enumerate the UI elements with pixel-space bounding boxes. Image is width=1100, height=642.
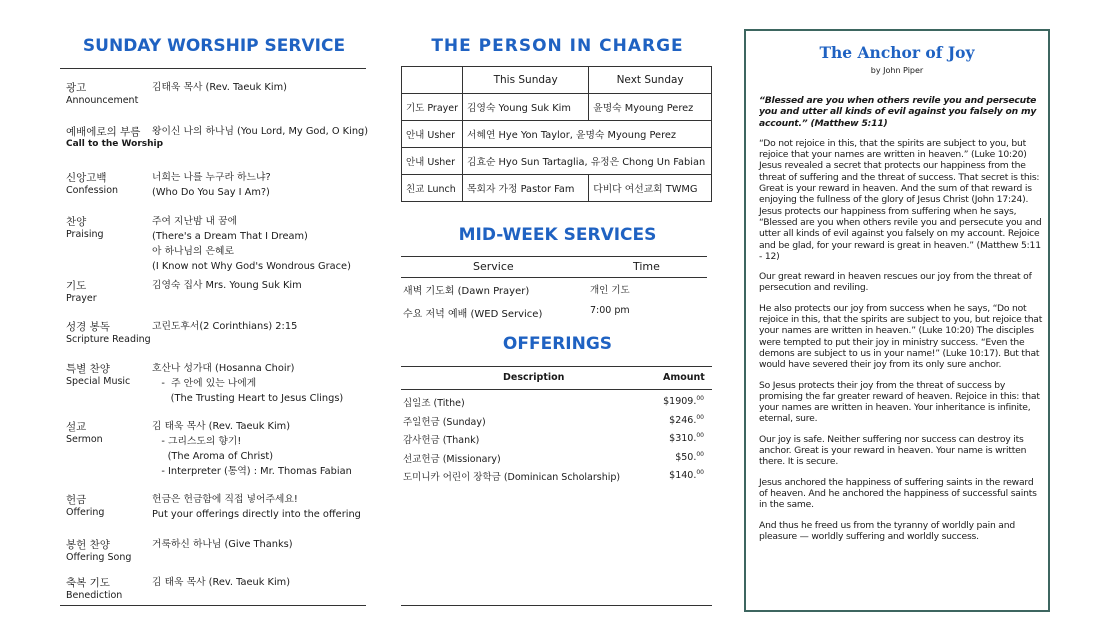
offering-name: 십일조 (Tithe) xyxy=(403,398,465,409)
detail-line: 아 하나님의 은혜로 xyxy=(152,246,234,257)
order-item-korean: 설교 xyxy=(66,421,87,433)
offering-name: 도미니카 어린이 장학금 (Dominican Scholarship) xyxy=(403,472,621,483)
order-item-korean: 예배에로의 부름 xyxy=(66,126,141,138)
order-item-english: Praising xyxy=(66,229,104,240)
detail-line: 김영숙 집사 Mrs. Young Suk Kim xyxy=(152,280,302,291)
order-item-korean: 찬양 xyxy=(66,216,87,228)
worship-service-title: SUNDAY WORSHIP SERVICE xyxy=(82,36,346,56)
usher-cell: 김효순 Hyo Sun Tartaglia, 유정은 Chong Un Fabian xyxy=(463,148,712,175)
role-cell: 안내 Usher xyxy=(402,121,463,148)
order-item-korean: 축복 기도 xyxy=(66,577,110,589)
table-row xyxy=(401,432,712,450)
amount-cents: 00 xyxy=(696,395,704,402)
detail-line: (Who Do You Say I Am?) xyxy=(152,187,270,198)
detail-line: (I Know not Why God's Wondrous Grace) xyxy=(152,261,351,272)
service-time: 7:00 pm xyxy=(590,305,630,316)
essay-paragraph: So Jesus protects their joy from the threat of success by promising the far greater reward of heaven. Rejoice in this: that your names are written in heaven. Your inheritance is infinite, eternal, sure. xyxy=(759,379,1040,425)
detail-line: 김 태욱 목사 (Rev. Taeuk Kim) xyxy=(152,577,291,588)
order-item-english: Benediction xyxy=(66,590,123,601)
essay-byline: by John Piper xyxy=(870,66,924,75)
offering-amount xyxy=(669,414,704,426)
order-item-detail xyxy=(152,319,297,334)
info-section xyxy=(400,30,715,610)
offerings-title: OFFERINGS xyxy=(502,334,613,354)
order-item-detail xyxy=(152,80,287,95)
order-item-english: Scripture Reading xyxy=(66,334,151,345)
essay-paragraph: “Do not rejoice in this, that the spirits are subject to you, but rejoice that your names are written in heaven.” (Luke 10:20) Jesus revealed a secret that protects our happiness from the threat of suffering and the threat of success. That secret is this: Great is your reward in heaven. And the sum of that reward is enjoying the fullness of the glory of Jesus Christ (John 17:24). Jesus protects our happiness from suffering when he says, “Blessed are you when others revile you and persecute you and utter all kinds of evil against you falsely on my account. Rejoice and be glad, for your reward is great in heaven.” (Matthew 5:11 - 12) xyxy=(759,137,1042,262)
detail-line: - Interpreter (통역) : Mr. Thomas Fabian xyxy=(152,466,352,477)
detail-line: 김태욱 목사 (Rev. Taeuk Kim) xyxy=(152,82,287,93)
offering-amount xyxy=(675,451,704,463)
person-in-charge-table xyxy=(401,66,712,202)
order-item-english: Special Music xyxy=(66,376,131,387)
detail-line: 거룩하신 하나님 (Give Thanks) xyxy=(152,539,293,550)
next-sunday-cell: 다비다 여선교회 TWMG xyxy=(589,175,712,202)
essay-quote: “Blessed are you when others revile you and persecute you and utter all kinds of evil against you falsely on my account.” (Matthew 5:11) xyxy=(759,95,1037,129)
detail-line: 고린도후서(2 Corinthians) 2:15 xyxy=(152,321,298,332)
amount-dollars: $50. xyxy=(675,451,697,463)
essay-body xyxy=(759,95,1043,551)
essay-paragraph: He also protects our joy from success when he says, “Do not rejoice in this, that the spirits are subject to you, but rejoice that your names are written in heaven.” (Luke 10:20) The disciples were tempted to put their joy in ministry success. “Even the demons are subject to us in your name!” (Luke 10:17). But that would have severed their joy from its only sure anchor. xyxy=(759,302,1043,371)
table-row xyxy=(401,301,707,323)
table-row xyxy=(402,94,712,121)
order-item-detail xyxy=(152,278,302,293)
amount-dollars: $246. xyxy=(669,414,697,426)
table-row xyxy=(401,469,712,487)
detail-line: (There's a Dream That I Dream) xyxy=(152,231,308,242)
person-in-charge-title: THE PERSON IN CHARGE xyxy=(431,36,684,56)
order-item-detail xyxy=(152,492,361,522)
order-item-english: Prayer xyxy=(66,293,97,304)
order-item-korean: 특별 찬양 xyxy=(66,363,110,375)
detail-line: 김 태욱 목사 (Rev. Taeuk Kim) xyxy=(152,421,291,432)
this-sunday-header: This Sunday xyxy=(463,67,589,94)
top-divider xyxy=(60,68,366,69)
offering-name: 주일헌금 (Sunday) xyxy=(403,416,486,428)
essay-box xyxy=(744,29,1050,612)
order-item-detail xyxy=(152,214,351,274)
service-header: Service xyxy=(473,260,514,273)
detail-line: 너희는 나를 누구라 하느냐? xyxy=(152,172,271,183)
table-row xyxy=(401,278,707,300)
offering-name: 감사헌금 (Thank) xyxy=(403,435,480,446)
table-row xyxy=(401,414,712,432)
order-item-detail xyxy=(152,537,293,552)
order-item-english: Confession xyxy=(66,185,119,196)
order-item-detail xyxy=(152,124,368,139)
table-row xyxy=(401,451,712,469)
midweek-title: MID-WEEK SERVICES xyxy=(458,225,657,245)
next-sunday-header: Next Sunday xyxy=(589,67,712,94)
offering-amount xyxy=(669,469,704,481)
amount-cents: 00 xyxy=(696,450,704,458)
order-item-korean: 신앙고백 xyxy=(66,172,107,184)
order-item-korean: 봉헌 찬양 xyxy=(66,539,110,551)
bottom-divider xyxy=(60,605,366,606)
essay-title: The Anchor of Joy xyxy=(819,43,975,62)
order-item-korean: 기도 xyxy=(66,280,87,292)
order-item-english: Call to the Worship xyxy=(66,139,164,149)
detail-line: 헌금은 헌금함에 직접 넣어주세요! xyxy=(152,494,298,505)
order-item-korean: 광고 xyxy=(66,82,87,94)
order-item-detail xyxy=(152,361,343,406)
service-name: 수요 저녁 예배 (WED Service) xyxy=(403,309,543,320)
usher-cell: 서혜연 Hye Yon Taylor, 윤명숙 Myoung Perez xyxy=(463,121,712,148)
order-item-english: Offering xyxy=(66,507,105,518)
amount-cents: 00 xyxy=(696,432,704,439)
order-item-korean: 헌금 xyxy=(66,494,87,506)
amount-header: Amount xyxy=(663,372,705,383)
description-header: Description xyxy=(503,372,565,383)
amount-cents: 00 xyxy=(696,413,704,421)
order-item-detail xyxy=(152,419,352,479)
detail-line: 호산나 성가대 (Hosanna Choir) xyxy=(152,363,295,374)
order-item-detail xyxy=(152,170,271,200)
essay-paragraph: Our joy is safe. Neither suffering nor success can destroy its anchor. Great is your reward in heaven. Your name is written there. It is secure. xyxy=(759,433,1027,468)
midweek-header-row xyxy=(401,256,707,278)
essay-paragraph: And thus he freed us from the tyranny of worldly pain and pleasure — worldly suffering and worldly success. xyxy=(759,519,1015,542)
bottom-divider xyxy=(401,605,712,606)
detail-line: 왕이신 나의 하나님 (You Lord, My God, O King) xyxy=(152,126,369,137)
this-sunday-cell: 김영숙 Young Suk Kim xyxy=(463,94,589,121)
detail-line: 주여 지난밤 내 꿈에 xyxy=(152,216,238,227)
order-item-english: Offering Song xyxy=(66,552,132,563)
role-cell: 기도 Prayer xyxy=(402,94,463,121)
offering-name: 선교헌금 (Missionary) xyxy=(403,453,501,465)
table-row xyxy=(402,121,712,148)
worship-order-section xyxy=(60,30,368,610)
table-row xyxy=(401,395,712,413)
service-name: 새벽 기도회 (Dawn Prayer) xyxy=(403,286,530,297)
offerings-header-row xyxy=(401,366,712,390)
amount-dollars: $310. xyxy=(669,433,697,445)
role-cell: 안내 Usher xyxy=(402,148,463,175)
corner-cell xyxy=(402,67,463,94)
order-item-korean: 성경 봉독 xyxy=(66,321,110,333)
time-header: Time xyxy=(633,260,660,273)
essay-paragraph: Our great reward in heaven rescues our joy from the threat of persecution and reviling. xyxy=(759,271,1032,294)
order-item-detail xyxy=(152,575,290,590)
offering-amount xyxy=(663,395,704,407)
offering-amount xyxy=(669,432,704,444)
detail-line: - 주 안에 있는 나에게 xyxy=(152,378,257,389)
service-time: 개인 기도 xyxy=(590,285,630,296)
table-row xyxy=(402,175,712,202)
this-sunday-cell: 목회자 가정 Pastor Fam xyxy=(463,175,589,202)
order-item-english: Sermon xyxy=(66,434,103,445)
detail-line: (The Trusting Heart to Jesus Clings) xyxy=(152,393,344,404)
essay-paragraph: Jesus anchored the happiness of suffering saints in the reward of heaven. And he anchored the happiness of successful saints in the same. xyxy=(759,476,1037,511)
amount-dollars: $1909. xyxy=(663,396,697,408)
order-item-english: Announcement xyxy=(66,95,139,106)
detail-line: (The Aroma of Christ) xyxy=(152,451,274,462)
table-row xyxy=(402,148,712,175)
detail-line: Put your offerings directly into the offering xyxy=(152,509,361,520)
amount-dollars: $140. xyxy=(669,470,697,482)
amount-cents: 00 xyxy=(696,469,704,476)
next-sunday-cell: 윤명숙 Myoung Perez xyxy=(589,94,712,121)
table-header-row xyxy=(402,67,712,94)
role-cell: 친교 Lunch xyxy=(402,175,463,202)
detail-line: - 그리스도의 향기! xyxy=(152,436,242,447)
